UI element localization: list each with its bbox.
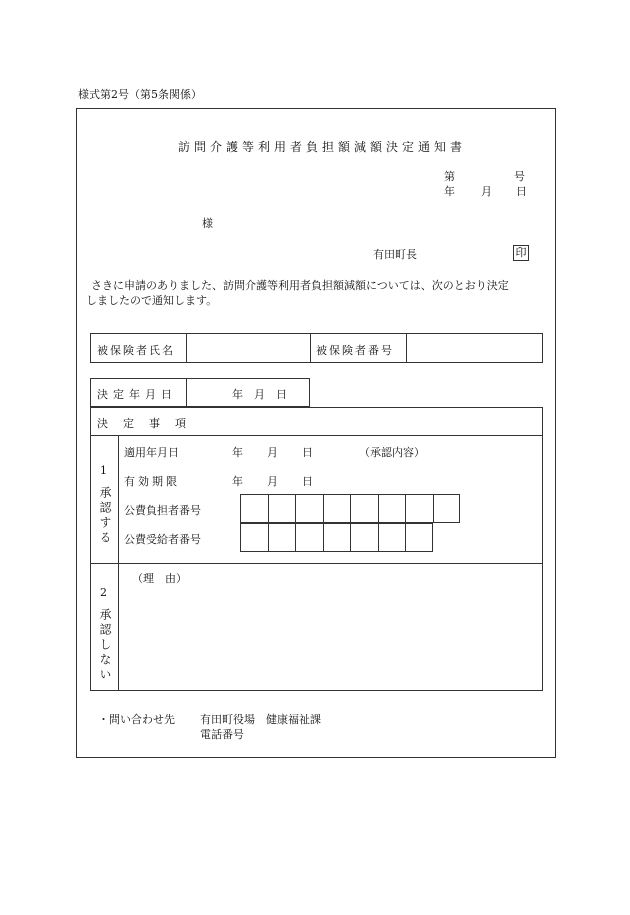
digit-divider <box>350 523 351 552</box>
digit-divider <box>295 523 296 552</box>
insured-name-label: 被保険者氏名 <box>97 344 175 357</box>
digit-divider <box>268 494 269 523</box>
date-day: 日 <box>516 185 527 198</box>
contact-phone-label: 電話番号 <box>200 728 244 741</box>
decision-items-label: 決 定 事 項 <box>97 417 188 430</box>
validity-day: 日 <box>302 475 313 488</box>
header-divider <box>90 435 543 436</box>
digit-divider <box>350 494 351 523</box>
issuer-name: 有田町長 <box>373 248 417 261</box>
approve-label: 承認する <box>98 486 112 546</box>
validity-label: 有効期限 <box>124 475 180 488</box>
digit-divider <box>323 523 324 552</box>
validity-year: 年 <box>232 475 243 488</box>
payer-number-label: 公費負担者番号 <box>124 504 201 517</box>
decision-date-value: 年 月 日 <box>232 388 287 401</box>
contact-office: 有田町役場 健康福祉課 <box>200 713 321 726</box>
apply-date-year: 年 <box>232 446 243 459</box>
apply-date-label: 適用年月日 <box>124 446 179 459</box>
divider <box>186 333 187 363</box>
seal-mark: 印 <box>513 245 529 261</box>
decision-date-label: 決定年月日 <box>97 388 177 401</box>
digit-divider <box>405 523 406 552</box>
insured-number-label: 被保険者番号 <box>316 344 394 357</box>
apply-date-day: 日 <box>302 446 313 459</box>
divider <box>186 378 187 407</box>
approval-content-label: （承認内容） <box>359 446 425 459</box>
digit-divider <box>268 523 269 552</box>
document-title: 訪問介護等利用者負担額減額決定通知書 <box>178 140 467 154</box>
reject-number: 2 <box>100 586 107 599</box>
apply-date-month: 月 <box>267 446 278 459</box>
digit-divider <box>378 523 379 552</box>
body-text-line-1: さきに申請のありました、訪問介護等利用者負担額減額については、次のとおり決定 <box>91 279 509 292</box>
reject-label: 承認しない <box>98 608 112 683</box>
divider <box>310 333 311 363</box>
section-divider <box>90 563 543 564</box>
digit-divider <box>323 494 324 523</box>
divider <box>406 333 407 363</box>
approve-number: 1 <box>100 464 107 477</box>
date-month: 月 <box>481 185 492 198</box>
date-year: 年 <box>444 185 455 198</box>
digit-divider <box>405 494 406 523</box>
digit-divider <box>433 494 434 523</box>
number-prefix: 第 <box>444 170 455 183</box>
reason-label: （理 由） <box>132 572 187 585</box>
addressee-suffix: 様 <box>202 217 213 230</box>
form-number: 様式第2号（第5条関係） <box>78 88 202 101</box>
validity-month: 月 <box>267 475 278 488</box>
digit-divider <box>295 494 296 523</box>
contact-label: ・問い合わせ先 <box>98 713 175 726</box>
recipient-number-label: 公費受給者番号 <box>124 533 201 546</box>
number-suffix: 号 <box>514 170 525 183</box>
body-text-line-2: しましたので通知します。 <box>86 294 218 307</box>
digit-divider <box>378 494 379 523</box>
